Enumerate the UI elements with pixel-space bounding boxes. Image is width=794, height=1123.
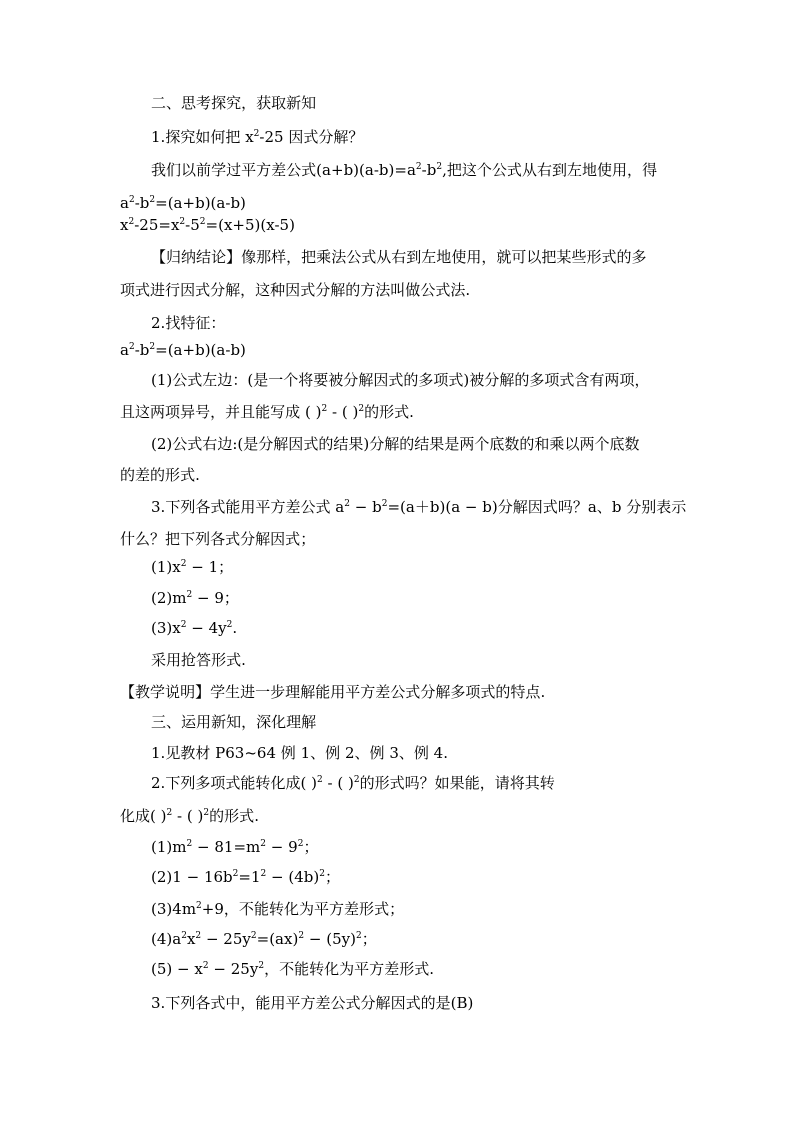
- exercise-item: $(3)x^2 - 4y^2$.: [151, 619, 238, 637]
- question-2: 2.找特征：: [151, 314, 226, 332]
- question-line: 3.下列各式中，能用平方差公式分解因式的是(B): [151, 994, 474, 1012]
- teaching-note: 【教学说明】学生进一步理解能用平方差公式分解多项式的特点.: [120, 683, 546, 701]
- exercise-item: $(5) - x^2 - 25y^2$，不能转化为平方差形式.: [151, 960, 435, 978]
- exercise-item: $(3)4m^2+9$，不能转化为平方差形式；: [151, 900, 405, 918]
- paragraph-line: (1)公式左边：(是一个将要被分解因式的多项式)被分解的多项式含有两项，: [151, 371, 650, 389]
- paragraph-line: 采用抢答形式.: [151, 651, 246, 669]
- question-1: 1.探究如何把 $x^2-25$ 因式分解？: [151, 128, 364, 146]
- section-heading: 三、运用新知，深化理解: [151, 713, 317, 731]
- paragraph-line: 1.见教材 P63~64 例 1、例 2、例 3、例 4.: [151, 744, 448, 762]
- paragraph-line: (2)公式右边:(是分解因式的结果)分解的结果是两个底数的和乘以两个底数: [151, 435, 640, 453]
- conclusion-line: 【归纳结论】像那样，把乘法公式从右到左地使用，就可以把某些形式的多: [151, 248, 647, 266]
- section-heading: 二、思考探究，获取新知: [151, 94, 317, 112]
- paragraph-line: 我们以前学过平方差公式$(a+b)(a-b)=a^2-b^2$,把这个公式从右到左地使用，得: [151, 161, 658, 179]
- paragraph-line: 的差的形式.: [120, 466, 200, 484]
- question-line: 化成( )$^2$ - ( )$^2$的形式.: [120, 807, 259, 825]
- formula-line: $a^2-b^2=(a+b)(a-b)$: [120, 341, 246, 359]
- question-line: 2.下列多项式能转化成( )$^2$ - ( )$^2$的形式吗？如果能，请将其转: [151, 774, 555, 792]
- paragraph-line: 且这两项异号，并且能写成 ( )$^2$ - ( )$^2$的形式.: [120, 403, 414, 421]
- exercise-item: $(4)a^2x^2 - 25y^2=(ax)^2 - (5y)^2$；: [151, 930, 377, 948]
- exercise-item: $(2)1 - 16b^2=1^2 - (4b)^2$；: [151, 868, 341, 886]
- conclusion-line: 项式进行因式分解，这种因式分解的方法叫做公式法.: [120, 281, 471, 299]
- exercise-item: $(1)m^2 - 81=m^2 - 9^2$；: [151, 838, 319, 856]
- exercise-item: $(1)x^2 - 1$；: [151, 558, 234, 576]
- question-3: 3.下列各式能用平方差公式 $a^2 - b^2=(a+b)(a - b)$分解因式吗？a、b 分别表示: [151, 498, 687, 516]
- exercise-item: $(2)m^2 - 9$；: [151, 589, 239, 607]
- formula-line: $a^2-b^2=(a+b)(a-b)$: [120, 194, 246, 212]
- question-3-cont: 什么？把下列各式分解因式；: [120, 530, 316, 548]
- formula-line: $x^2-25=x^2-5^2=(x+5)(x-5)$: [120, 216, 295, 234]
